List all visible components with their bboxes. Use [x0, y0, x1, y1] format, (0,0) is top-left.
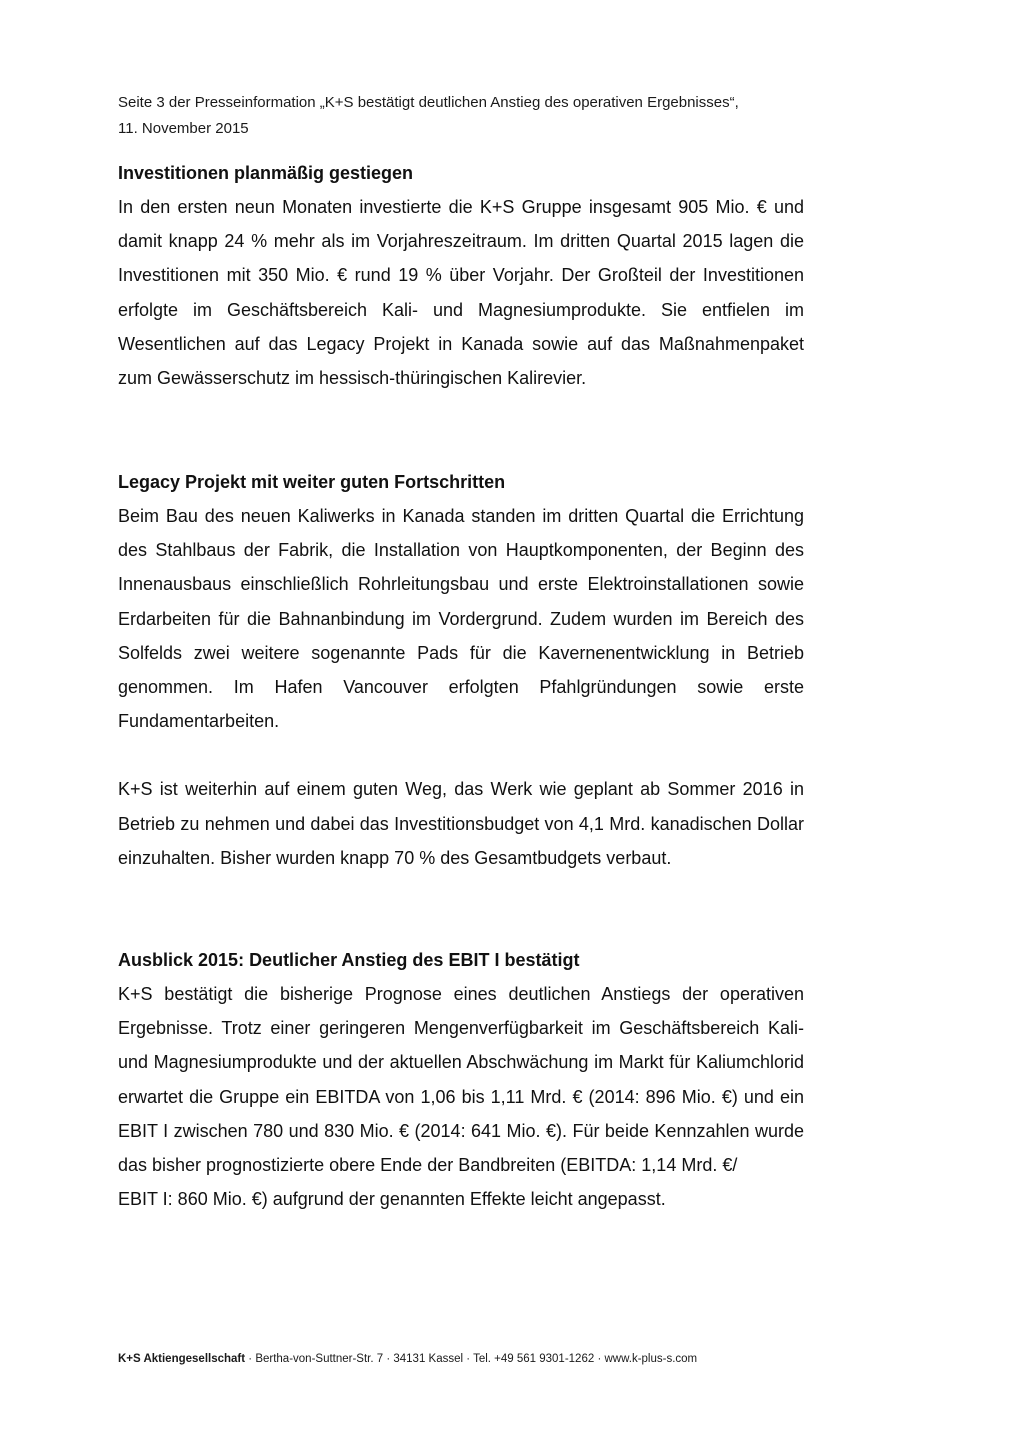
header-line-2: 11. November 2015 — [118, 120, 249, 137]
page-footer — [118, 1351, 697, 1367]
header-line-1: Seite 3 der Presseinformation „K+S bestätigt deutlichen Anstieg des operativen Ergebnisses“, — [118, 94, 739, 111]
section-paragraph: K+S ist weiterhin auf einem guten Weg, das Werk wie geplant ab Sommer 2016 in Betrieb zu nehmen und dabei das Investitionsbudget von 4,1 Mrd. kanadischen Dollar einzuhalten. Bisher wurden knapp 70 % des Gesamtbudgets verbaut. — [118, 779, 804, 868]
footer-address: · Bertha-von-Suttner-Str. 7 · 34131 Kassel · Tel. +49 561 9301-1262 · www.k-plus-s.com — [245, 1353, 698, 1365]
page-header — [118, 90, 818, 142]
section-legacy-projekt — [118, 471, 804, 875]
section-heading: Legacy Projekt mit weiter guten Fortschritten — [118, 472, 506, 492]
section-paragraph: EBIT I: 860 Mio. €) aufgrund der genannten Effekte leicht angepasst. — [118, 1189, 666, 1210]
section-heading: Ausblick 2015: Deutlicher Anstieg des EBIT I bestätigt — [118, 950, 580, 970]
section-paragraph: K+S bestätigt die bisherige Prognose eines deutlichen Anstiegs der operativen Ergebnisse. Trotz einer geringeren Mengenverfügbarkeit im Geschäftsbereich Kali- und Magnesiumprodukte und der aktuellen Abschwächung im Markt für Kaliumchlorid erwartet die Gruppe ein EBITDA von 1,06 bis 1,11 Mrd. € (2014: 896 Mio. €) und ein EBIT I zwischen 780 und 830 Mio. € (2014: 641 Mio. €). Für beide Kennzahlen wurde das bisher prognostizierte obere Ende der Bandbreiten (EBITDA: 1,14 Mrd. €/ — [118, 984, 804, 1176]
section-heading: Investitionen planmäßig gestiegen — [118, 163, 414, 183]
footer-company: K+S Aktiengesellschaft — [118, 1353, 246, 1365]
section-paragraph: In den ersten neun Monaten investierte die K+S Gruppe insgesamt 905 Mio. € und damit knapp 24 % mehr als im Vorjahreszeitraum. Im dritten Quartal 2015 lagen die Investitionen mit 350 Mio. € rund 19 % über Vorjahr. Der Großteil der Investitionen erfolgte im Geschäftsbereich Kali- und Magnesiumprodukte. Sie entfielen im Wesentlichen auf das Legacy Projekt in Kanada sowie auf das Maßnahmenpaket zum Gewässerschutz im hessisch-thüringischen Kalirevier. — [118, 197, 804, 389]
section-paragraph: Beim Bau des neuen Kaliwerks in Kanada standen im dritten Quartal die Errichtung des Stahlbaus der Fabrik, die Installation von Hauptkomponenten, der Beginn des Innenausbaus einschließlich Rohrleitungsbau und erste Elektroinstallationen sowie Erdarbeiten für die Bahnanbindung im Vordergrund. Zudem wurden im Bereich des Solfelds zwei weitere sogenannte Pads für die Kavernenentwicklung in Betrieb genommen. Im Hafen Vancouver erfolgten Pfahlgründungen sowie erste Fundamentarbeiten. — [118, 506, 804, 732]
section-ausblick — [118, 949, 804, 1216]
section-investitionen — [118, 162, 804, 395]
